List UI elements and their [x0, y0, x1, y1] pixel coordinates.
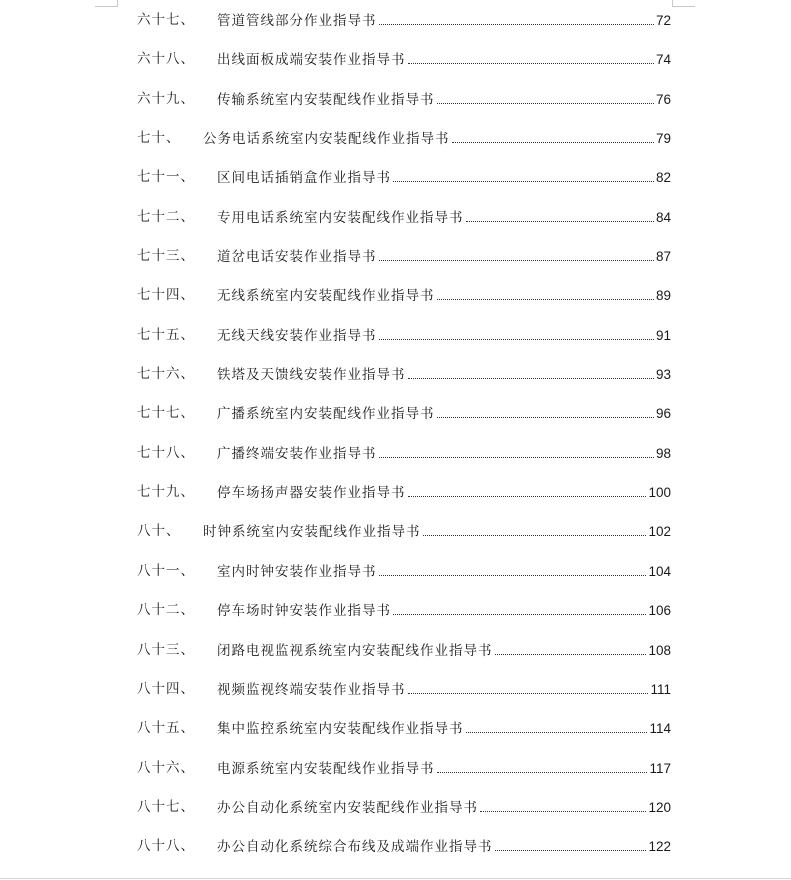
- toc-entry-number: 八十七、: [137, 798, 195, 815]
- toc-entry-number: 七十一、: [137, 169, 195, 186]
- toc-entry-page-number: 74: [655, 52, 671, 68]
- toc-entry-title: 道岔电话安装作业指导书: [217, 249, 377, 266]
- toc-entry-title: 区间电话插销盒作业指导书: [217, 170, 391, 187]
- toc-entry-number: 八十八、: [137, 838, 195, 855]
- dot-leader: [393, 181, 654, 182]
- toc-entry[interactable]: [0, 552, 791, 591]
- dot-leader: [408, 496, 647, 497]
- toc-entry-page-number: 91: [655, 327, 671, 343]
- toc-entry-title: 停车场时钟安装作业指导书: [217, 603, 391, 620]
- toc-entry[interactable]: [0, 473, 791, 512]
- toc-entry-page-number: 89: [655, 288, 671, 304]
- toc-entry-number: 八十五、: [137, 720, 195, 737]
- toc-entry[interactable]: [0, 709, 791, 748]
- toc-entry[interactable]: [0, 512, 791, 551]
- toc-entry-page-number: 100: [648, 485, 671, 501]
- toc-entry-page-number: 96: [655, 406, 671, 422]
- toc-entry[interactable]: [0, 316, 791, 355]
- toc-entry-title: 室内时钟安装作业指导书: [217, 563, 377, 580]
- toc-entry-number: 八十三、: [137, 641, 195, 658]
- toc-entry-number: 七十三、: [137, 248, 195, 265]
- dot-leader: [379, 575, 647, 576]
- toc-entry-number: 七十八、: [137, 444, 195, 461]
- toc-entry-page-number: 93: [655, 367, 671, 383]
- toc-entry[interactable]: [0, 158, 791, 197]
- toc-entry-page-number: 79: [655, 131, 671, 147]
- toc-entry[interactable]: [0, 40, 791, 79]
- toc-entry-number: 七十、: [137, 130, 181, 147]
- toc-entry-title: 广播系统室内安装配线作业指导书: [217, 406, 435, 423]
- toc-entry-number: 七十九、: [137, 484, 195, 501]
- toc-entry-title: 停车场扬声器安装作业指导书: [217, 485, 406, 502]
- toc-entry-page-number: 111: [650, 681, 671, 697]
- toc-entry-number: 八十、: [137, 523, 181, 540]
- toc-entry[interactable]: [0, 198, 791, 237]
- toc-entry-page-number: 108: [648, 642, 671, 658]
- dot-leader: [408, 378, 654, 379]
- dot-leader: [423, 535, 647, 536]
- toc-entry-number: 六十八、: [137, 51, 195, 68]
- toc-entry-number: 七十七、: [137, 405, 195, 422]
- toc-entry-title: 专用电话系统室内安装配线作业指导书: [217, 209, 464, 226]
- toc-entry-title: 无线系统室内安装配线作业指导书: [217, 288, 435, 305]
- toc-entry-title: 视频监视终端安装作业指导书: [217, 681, 406, 698]
- toc-entry[interactable]: [0, 434, 791, 473]
- table-of-contents: [0, 1, 791, 867]
- dot-leader: [379, 260, 654, 261]
- toc-entry-page-number: 98: [655, 445, 671, 461]
- toc-entry-number: 八十二、: [137, 602, 195, 619]
- toc-entry-page-number: 84: [655, 209, 671, 225]
- toc-entry-page-number: 76: [655, 91, 671, 107]
- toc-entry[interactable]: [0, 80, 791, 119]
- toc-entry[interactable]: [0, 788, 791, 827]
- dot-leader: [379, 339, 654, 340]
- dot-leader: [437, 417, 654, 418]
- toc-entry-title: 公务电话系统室内安装配线作业指导书: [203, 131, 450, 148]
- dot-leader: [466, 732, 648, 733]
- toc-entry[interactable]: [0, 670, 791, 709]
- page-bottom-edge: [0, 878, 791, 879]
- toc-entry-title: 时钟系统室内安装配线作业指导书: [203, 524, 421, 541]
- toc-entry[interactable]: [0, 119, 791, 158]
- toc-entry[interactable]: [0, 591, 791, 630]
- toc-entry-title: 传输系统室内安装配线作业指导书: [217, 91, 435, 108]
- toc-entry-page-number: 114: [649, 721, 671, 737]
- toc-entry-title: 广播终端安装作业指导书: [217, 445, 377, 462]
- dot-leader: [437, 772, 648, 773]
- toc-entry-number: 八十一、: [137, 562, 195, 579]
- dot-leader: [437, 103, 654, 104]
- toc-entry-number: 六十九、: [137, 90, 195, 107]
- toc-entry-title: 电源系统室内安装配线作业指导书: [217, 760, 435, 777]
- toc-entry-title: 集中监控系统室内安装配线作业指导书: [217, 721, 464, 738]
- toc-entry-page-number: 82: [655, 170, 671, 186]
- dot-leader: [452, 142, 654, 143]
- toc-entry-page-number: 104: [648, 563, 671, 579]
- toc-entry-number: 八十四、: [137, 680, 195, 697]
- toc-entry-number: 七十四、: [137, 287, 195, 304]
- toc-entry[interactable]: [0, 749, 791, 788]
- toc-entry-number: 八十六、: [137, 759, 195, 776]
- toc-entry[interactable]: [0, 355, 791, 394]
- toc-entry[interactable]: [0, 1, 791, 40]
- dot-leader: [480, 811, 646, 812]
- dot-leader: [495, 850, 647, 851]
- toc-entry-title: 办公自动化系统综合布线及成端作业指导书: [217, 839, 493, 856]
- dot-leader: [466, 221, 654, 222]
- toc-entry[interactable]: [0, 276, 791, 315]
- toc-entry-title: 出线面板成端安装作业指导书: [217, 52, 406, 69]
- toc-entry[interactable]: [0, 631, 791, 670]
- toc-entry-number: 七十五、: [137, 326, 195, 343]
- toc-entry[interactable]: [0, 394, 791, 433]
- toc-entry-page-number: 122: [648, 839, 671, 855]
- dot-leader: [408, 693, 649, 694]
- toc-entry-number: 七十二、: [137, 208, 195, 225]
- toc-entry-page-number: 102: [648, 524, 671, 540]
- dot-leader: [379, 24, 654, 25]
- toc-entry-title: 铁塔及天馈线安装作业指导书: [217, 367, 406, 384]
- dot-leader: [379, 457, 654, 458]
- toc-entry-page-number: 106: [648, 603, 671, 619]
- toc-entry-page-number: 87: [655, 249, 671, 265]
- toc-entry[interactable]: [0, 237, 791, 276]
- dot-leader: [408, 63, 654, 64]
- toc-entry-number: 七十六、: [137, 366, 195, 383]
- toc-entry-page-number: 117: [649, 760, 671, 776]
- toc-entry-title: 闭路电视监视系统室内安装配线作业指导书: [217, 642, 493, 659]
- dot-leader: [495, 654, 647, 655]
- toc-entry-title: 管道管线部分作业指导书: [217, 13, 377, 29]
- toc-entry[interactable]: [0, 827, 791, 866]
- toc-entry-title: 无线天线安装作业指导书: [217, 327, 377, 344]
- toc-entry-page-number: 120: [648, 799, 671, 815]
- toc-entry-page-number: 72: [655, 13, 671, 28]
- dot-leader: [393, 614, 646, 615]
- dot-leader: [437, 299, 654, 300]
- toc-entry-title: 办公自动化系统室内安装配线作业指导书: [217, 799, 478, 816]
- toc-entry-number: 六十七、: [137, 12, 195, 28]
